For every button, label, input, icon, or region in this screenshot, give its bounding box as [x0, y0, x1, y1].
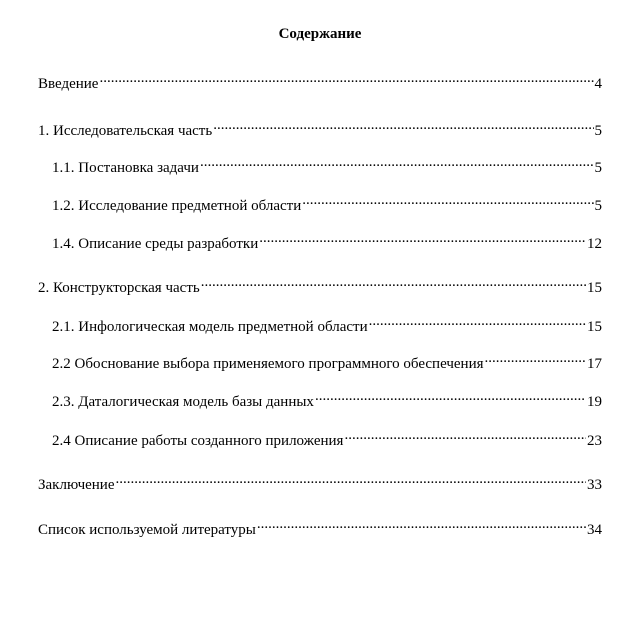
toc-entry-page: 19	[587, 394, 602, 410]
toc-entry-label: Список используемой литературы	[38, 522, 256, 538]
toc-entry-label: Введение	[38, 76, 99, 92]
toc-entry-label: 1.1. Постановка задачи	[52, 160, 199, 176]
toc-entry-research-part	[38, 115, 602, 141]
toc-dot-leader	[344, 425, 586, 445]
toc-entry-label: 1.2. Исследование предметной области	[52, 198, 302, 214]
toc-entry-page: 34	[587, 522, 602, 538]
toc-title: Содержание	[278, 26, 362, 42]
toc-entry-introduction	[38, 68, 602, 94]
toc-dot-leader	[315, 386, 586, 406]
toc-entry-page: 33	[587, 477, 602, 493]
toc-entry-page: 5	[594, 123, 602, 139]
toc-entry-problem-statement	[52, 152, 602, 178]
toc-entry-page: 12	[587, 236, 602, 252]
toc-entry-label: 2.1. Инфологическая модель предметной области	[52, 319, 368, 335]
toc-dot-leader	[99, 68, 593, 88]
toc-entry-label: 2.3. Даталогическая модель базы данных	[52, 394, 314, 410]
toc-entry-label: 1. Исследовательская часть	[38, 123, 213, 139]
toc-entry-conclusion	[38, 469, 602, 495]
toc-entry-page: 5	[594, 198, 602, 214]
toc-entry-label: 2.2 Обоснование выбора применяемого программного обеспечения	[52, 356, 484, 372]
toc-entry-datalogical-model	[52, 386, 602, 412]
toc-entry-infological-model	[52, 311, 602, 337]
toc-entry-references	[38, 514, 602, 540]
toc-entry-page: 4	[594, 76, 602, 92]
toc-dot-leader	[201, 272, 586, 292]
toc-entry-design-part	[38, 272, 602, 298]
toc-dot-leader	[257, 514, 586, 534]
toc-entry-software-choice	[52, 348, 602, 374]
toc-entry-page: 15	[587, 280, 602, 296]
toc-dot-leader	[259, 228, 586, 248]
toc-entry-page: 5	[594, 160, 602, 176]
toc-dot-leader	[116, 469, 587, 489]
toc-dot-leader	[213, 115, 593, 135]
toc-entry-page: 15	[587, 319, 602, 335]
toc-entry-label: 2.4 Описание работы созданного приложения	[52, 433, 344, 449]
toc-entry-dev-environment	[52, 228, 602, 254]
toc-entry-page: 23	[587, 433, 602, 449]
toc-dot-leader	[369, 311, 586, 331]
toc-entry-domain-research	[52, 190, 602, 216]
toc-entry-label: 1.4. Описание среды разработки	[52, 236, 259, 252]
toc-entry-app-description	[52, 425, 602, 451]
toc-dot-leader	[485, 348, 586, 368]
toc-entry-page: 17	[587, 356, 602, 372]
toc-entry-label: 2. Конструкторская часть	[38, 280, 200, 296]
toc-dot-leader	[302, 190, 593, 210]
toc-dot-leader	[200, 152, 594, 172]
toc-entry-label: Заключение	[38, 477, 115, 493]
